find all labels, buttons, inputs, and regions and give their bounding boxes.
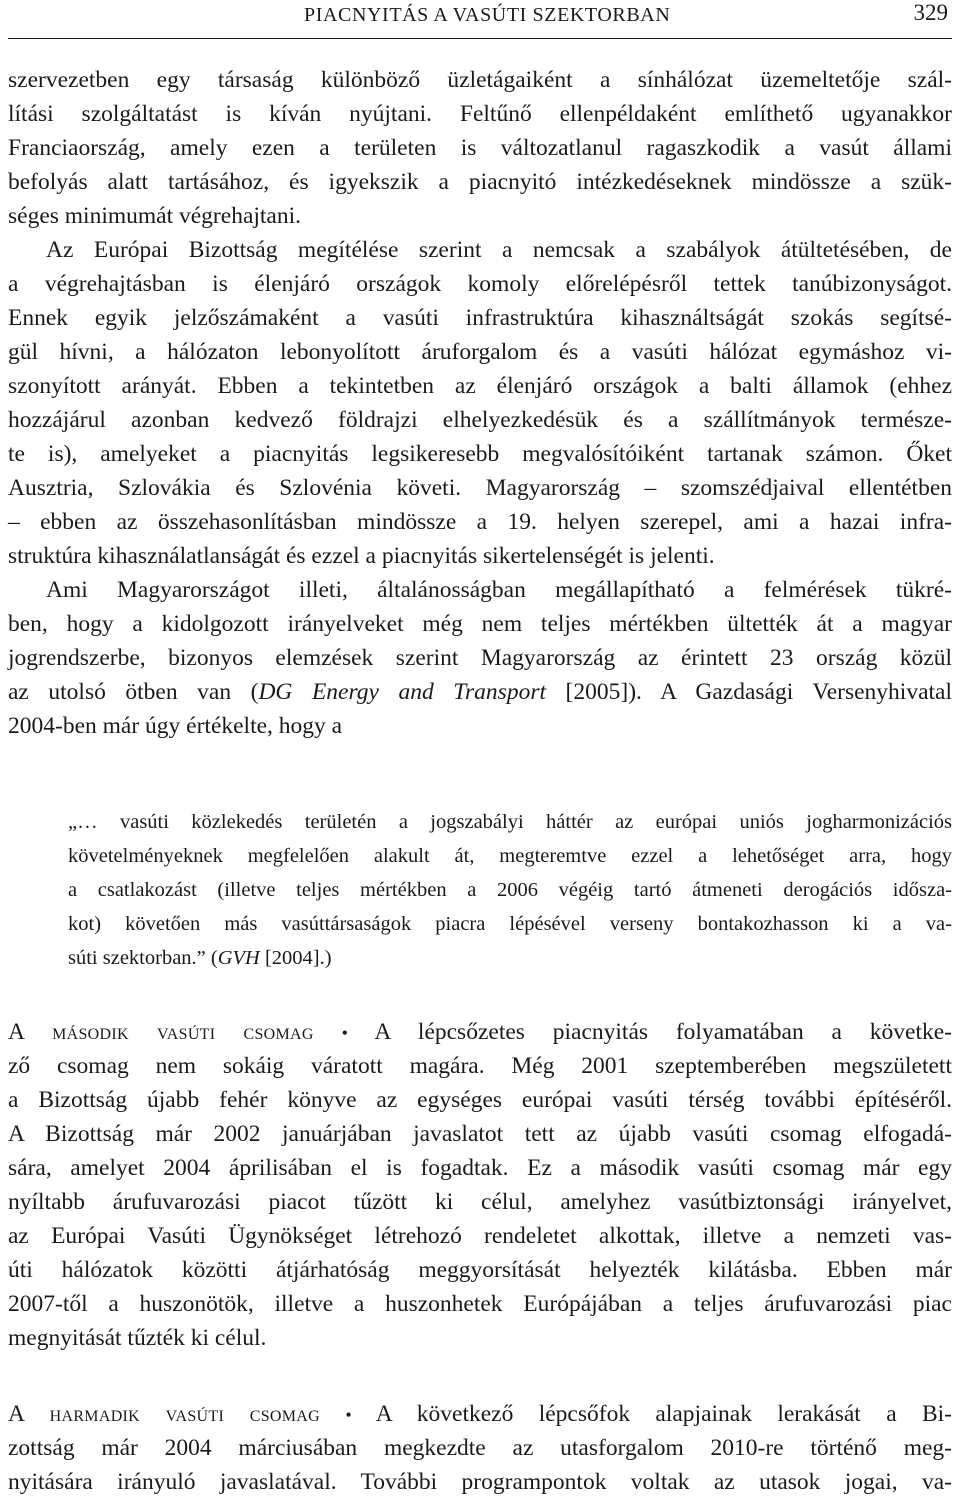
paragraph-2-line: – ebben az összehasonlításban mindössze a 19. helyen szerepel, ami a hazai infra- <box>8 509 952 535</box>
quote-line: „… vasúti közlekedés területén a jogszabályi háttér az európai uniós jogharmonizációs <box>68 811 952 833</box>
section-2-line: 2007-től a huszonötök, illetve a huszonhetek Európájában a teljes árufuvarozási piac <box>8 1291 952 1317</box>
paragraph-2-line: Az Európai Bizottság megítélése szerint a nemcsak a szabályok átültetésében, de <box>46 237 952 263</box>
page-header <box>8 0 952 39</box>
section-heading: A harmadik vasúti csomag <box>8 1401 321 1427</box>
paragraph-1-line: szervezetben egy társaság különböző üzletágaiként a sínhálózat üzemeltetője szál- <box>8 67 952 93</box>
paragraph-1-line: lítási szolgáltatást is kíván nyújtani. Feltűnő ellenpéldaként említhető ugyanakkor <box>8 101 952 127</box>
citation-dg-energy: DG Energy and Transport <box>258 679 546 705</box>
citation-gvh: GVH <box>217 947 260 969</box>
section-2-line: úti hálózatok közötti átjárhatóság meggyorsítását helyezték kilátásba. Ebben már <box>8 1257 952 1283</box>
quote-line: követelményeknek megfelelően alakult át, megteremtve ezzel a lehetőséget arra, hogy <box>68 845 952 867</box>
paragraph-2-line: Ausztria, Szlovákia és Szlovénia követi. Magyarország – szomszédjaival ellentétben <box>8 475 952 501</box>
paragraph-3-line: ben, hogy a kidolgozott irányelveket még nem teljes mértékben ültették át a magyar <box>8 611 952 637</box>
quote-text: súti szektorban.” ( <box>68 947 218 969</box>
bullet-icon: • <box>341 1023 348 1043</box>
paragraph-2-line: gül hívni, a hálózaton lebonyolított áruforgalom és a vasúti hálózat egymáshoz vi- <box>8 339 952 365</box>
paragraph-1-line: séges minimumát végrehajtani. <box>8 203 302 229</box>
paragraph-3-line: 2004-ben már úgy értékelte, hogy a <box>8 713 343 739</box>
section-2-line: megnyitását tűzték ki célul. <box>8 1325 267 1351</box>
section-2-line: ző csomag nem sokáig váratott magára. Még 2001 szeptemberében megszületett <box>8 1053 952 1079</box>
paragraph-3-text: [2005]). A Gazdasági Versenyhivatal <box>546 679 952 705</box>
paragraph-2-line: a végrehajtásban is élenjáró országok komoly előrelépésről tettek tanúbizonyságot. <box>8 271 952 297</box>
quote-line: a csatlakozást (illetve teljes mértékben a 2006 végéig tartó átmeneti derogációs idősza- <box>68 879 952 901</box>
paragraph-3-line: jogrendszerbe, bizonyos elemzések szerint Magyarország az érintett 23 ország közül <box>8 645 952 671</box>
running-head: PIACNYITÁS A VASÚTI SZEKTORBAN <box>304 4 671 26</box>
bullet-icon: • <box>345 1405 352 1425</box>
section-heading: A második vasúti csomag <box>8 1019 314 1045</box>
quote-line: kot) követően más vasúttársaságok piacra lépésével verseny bontakozhasson ki a va- <box>68 913 952 935</box>
paragraph-1-line: befolyás alatt tartásához, és igyekszik a piacnyitó intézkedéseknek mindössze a szük- <box>8 169 952 195</box>
paragraph-3-line <box>8 676 952 708</box>
paragraph-2-line: szonyított arányát. Ebben a tekintetben az élenjáró országok a balti államok (ehhez <box>8 373 952 399</box>
quote-line <box>68 942 952 974</box>
paragraph-3-text: az utolsó ötben van ( <box>8 679 259 705</box>
page-number: 329 <box>913 0 948 25</box>
section-2-text: A lépcsőzetes piacnyitás folyamatában a követke- <box>347 1019 953 1045</box>
section-2-line: az Európai Vasúti Ügynökséget létrehozó rendeletet alkottak, illetve a nemzeti vas- <box>8 1223 952 1249</box>
paragraph-3-line: Ami Magyarországot illeti, általánosságban megállapítható a felmérések tükré- <box>46 577 952 603</box>
section-2-line: a Bizottság újabb fehér könyve az egységes európai vasúti térség további építéséről. <box>8 1087 952 1113</box>
section-3-text: A következő lépcsőfok alapjainak lerakását a Bi- <box>351 1401 953 1427</box>
paragraph-2-line: te is), amelyeket a piacnyitás legsikeresebb megvalósítóiként tartanak számon. Őket <box>8 441 952 467</box>
paragraph-1-line: Franciaország, amely ezen a területen is változatlanul ragaszkodik a vasút állami <box>8 135 952 161</box>
section-2-first-line <box>8 1016 952 1048</box>
quote-text: [2004].) <box>259 947 332 969</box>
section-2-line: nyíltabb árufuvarozási piacot tűzött ki célul, amelyhez vasútbiztonsági irányelvet, <box>8 1189 952 1215</box>
section-3-line: zottság már 2004 márciusában megkezdte az utasforgalom 2010-re történő meg- <box>8 1435 952 1461</box>
section-3-line: nyitására irányuló javaslatával. További programpontok voltak az utasok jogai, va- <box>8 1469 952 1495</box>
paragraph-2-line: hozzájárul azonban kedvező földrajzi elhelyezkedésük és a szállítmányok természe- <box>8 407 952 433</box>
section-2-line: sára, amelyet 2004 áprilisában el is fogadtak. Ez a második vasúti csomag már egy <box>8 1155 952 1181</box>
paragraph-2-line: Ennek egyik jelzőszámaként a vasúti infrastruktúra kihasználtságát szokás segítsé- <box>8 305 952 331</box>
section-3-first-line <box>8 1398 952 1430</box>
section-2-line: A Bizottság már 2002 januárjában javaslatot tett az újabb vasúti csomag elfogadá- <box>8 1121 952 1147</box>
paragraph-2-line: struktúra kihasználatlanságát és ezzel a piacnyitás sikertelenségét is jelenti. <box>8 543 715 569</box>
